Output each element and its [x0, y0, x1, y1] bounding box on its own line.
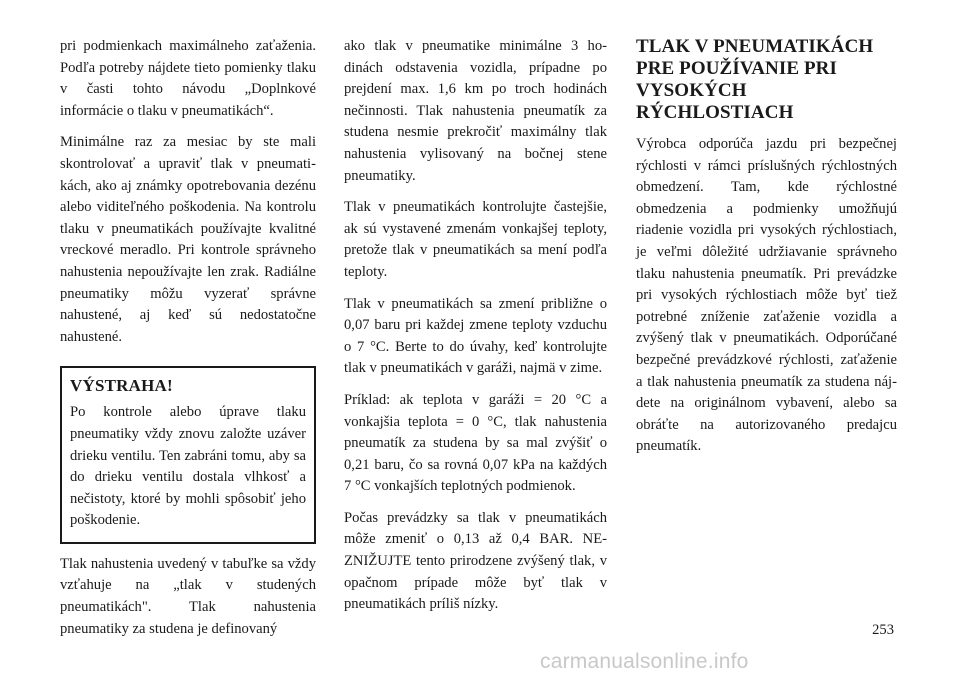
paragraph: Príklad: ak teplota v garáži = 20 °C a vonkajšia teplota = 0 °C, tlak nahustenia pneumatík za studena by sa mal zvýšiť o 0,21 baru, čo sa rovná 0,07 kPa na každých 7 °C vonkajších teplotných podmienok. [344, 391, 607, 495]
paragraph: Počas prevádzky sa tlak v pneumatikách môže zmeniť o 0,13 až 0,4 BAR. NEZNIŽUJTE tento prirodzene zvýšený tlak, v opačnom prípade môže byť tlak v pneumatikách príliš nízky. [344, 509, 607, 613]
column-left [60, 36, 316, 650]
warning-text: Po kontrole alebo úprave tlaku pneumatiky vždy znovu založte uzáver drieku ventilu. Ten zabráni tomu, aby sa do drieku ventilu dostala vlhkosť a nečistoty, ktoré by mohli spôsobiť jeho poškodenie. [70, 404, 306, 529]
warning-title: VÝSTRAHA! [70, 376, 173, 396]
watermark: carmanualsonline.info [540, 650, 749, 673]
warning-box [60, 366, 316, 544]
paragraph: ako tlak v pneumatike minimálne 3 hodinách odstavenia vozidla, prípadne po prejdení max. 1,6 km po troch hodinách nečinnosti. Tlak nahustenia pneumatík za studena nesmie prekročiť maximálny tlak nahustenia vylisovaný na bočnej stene pneumatiky. [344, 38, 607, 184]
paragraph: Tlak v pneumatikách sa zmení približne o 0,07 baru pri každej zmene teploty vzduchu o 7 °C. Berte to do úvahy, keď kontrolujte tlak v pneumatikách v garáži, najmä v zime. [344, 295, 607, 377]
column-right [636, 36, 897, 468]
paragraph: Minimálne raz za mesiac by ste mali skontrolovať a upraviť tlak v pneumatikách, ako aj známky opotrebovania dezénu alebo viditeľného poškodenia. Na kontrolu tlaku v pneumatikách používajte kvalitné vreckové meradlo. Pri kontrole správneho nahustenia nepoužívajte len zrak. Radiálne pneumatiky môžu vyzerať správne nahustené, aj keď sú nedostatočne nahustené. [60, 134, 316, 345]
paragraph: Tlak v pneumatikách kontrolujte častejšie, ak sú vystavené zmenám vonkajšej teploty, pretože tlak v pneumatikách sa mení podľa teploty. [344, 199, 607, 280]
paragraph: Tlak nahustenia uvedený v tabuľke sa vždy vzťahuje na „tlak v studených pneumatikách". Tlak nahustenia pneumatiky za studena je definovaný [60, 555, 316, 637]
paragraph: Výrobca odporúča jazdu pri bezpečnej rýchlosti v rámci príslušných rýchlostných obmedzení. Tam, kde rýchlostné obmedzenia a podmienky umožňujú riadenie vozidla pri vysokých rýchlostiach, je veľmi dôležité udržiavanie správneho tlaku nahustenia pneumatík. Pri prevádzke pri vysokých rýchlostiach môže byť tiež potrebné zníženie zaťaženie vozidla a zvýšený tlak v pneumatikách. Odporúčané bezpečné prevádzkové rýchlosti, zaťaženie a tlak nahustenia pneumatík za studena nájdete na originálnom vybavení, alebo sa obráťte na autorizovaného predajcu pneumatík. [636, 136, 897, 455]
page-number: 253 [872, 622, 894, 638]
paragraph: pri podmienkach maximálneho zaťaženia. Podľa potreby nájdete tieto pomienky tlaku v časti tohto návodu „Doplnkové informácie o tlaku v pneumatikách“. [60, 38, 316, 119]
section-heading: TLAK V PNEUMATIKÁCH PRE POUŽÍVANIE PRI VYSOKÝCH RÝCHLOSTIACH [636, 36, 874, 123]
column-middle [344, 36, 607, 626]
